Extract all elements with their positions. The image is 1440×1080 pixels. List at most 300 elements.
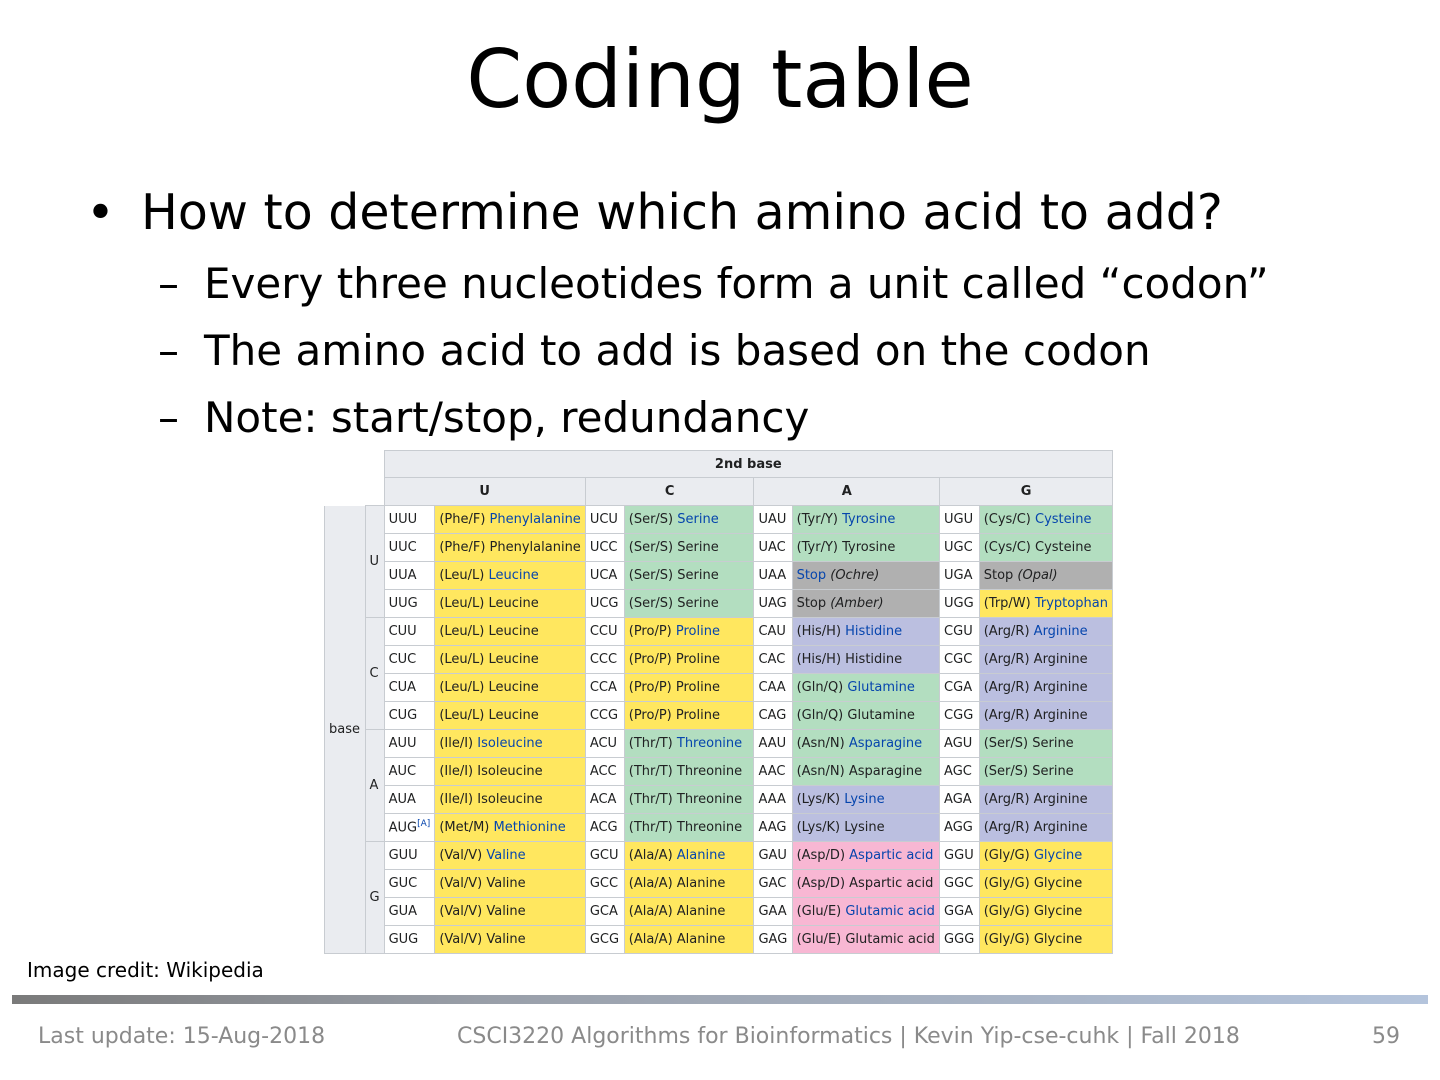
amino-acid-cell (792, 870, 939, 898)
codon-text: GUG (388, 932, 419, 947)
codon-text: CGG (944, 708, 974, 723)
table-row (325, 842, 1113, 870)
amino-acid-link[interactable]: Glutamine (847, 680, 915, 695)
amino-acid-name: Leucine (488, 624, 539, 639)
amino-acid-cell (979, 562, 1112, 590)
corner-cell (325, 451, 385, 478)
table-row (325, 506, 1113, 534)
amino-acid-abbrev: (Leu/L) (439, 708, 489, 723)
amino-acid-name: Proline (675, 652, 720, 667)
amino-acid-cell (435, 618, 585, 646)
amino-acid-link[interactable]: Leucine (488, 568, 539, 583)
codon-cell (585, 842, 624, 870)
table-row (325, 590, 1113, 618)
amino-acid-name: Arginine (1033, 708, 1088, 723)
amino-acid-cell (979, 898, 1112, 926)
amino-acid-name: Lysine (844, 820, 885, 835)
codon-cell (384, 898, 435, 926)
amino-acid-abbrev: (Asn/N) (796, 736, 849, 751)
codon-cell (585, 870, 624, 898)
codon-text: GUA (388, 904, 418, 919)
amino-acid-name: Leucine (488, 708, 539, 723)
amino-acid-abbrev: (Pro/P) (628, 708, 676, 723)
amino-acid-name: Alanine (676, 904, 726, 919)
amino-acid-name: Arginine (1033, 652, 1088, 667)
codon-text: UGU (944, 512, 974, 527)
amino-acid-abbrev: (Leu/L) (439, 652, 489, 667)
codon-text: CCU (589, 624, 618, 639)
amino-acid-cell (979, 814, 1112, 842)
codon-cell (384, 618, 435, 646)
amino-acid-cell (792, 702, 939, 730)
table-row (325, 730, 1113, 758)
amino-acid-link[interactable]: Tyrosine (842, 512, 896, 527)
amino-acid-link[interactable]: Histidine (845, 624, 903, 639)
amino-acid-cell (979, 674, 1112, 702)
footnote-link[interactable]: [A] (417, 819, 431, 830)
codon-cell (940, 590, 980, 618)
slide-title: Coding table (466, 33, 974, 126)
codon-text: GCU (589, 848, 619, 863)
amino-acid-abbrev: (Ser/S) (628, 540, 678, 555)
codon-cell (940, 702, 980, 730)
codon-cell (384, 786, 435, 814)
codon-text: CAC (758, 652, 786, 667)
amino-acid-cell (792, 674, 939, 702)
amino-acid-name: Arginine (1033, 792, 1088, 807)
amino-acid-cell (979, 926, 1112, 954)
codon-cell (754, 898, 792, 926)
amino-acid-abbrev: (Phe/F) (439, 512, 490, 527)
codon-text: CUA (388, 680, 417, 695)
codon-table-image (324, 456, 1113, 947)
subbullet-dash: – (158, 326, 179, 375)
subbullet-text: Every three nucleotides form a unit called “codon” (204, 259, 1269, 308)
amino-acid-cell (435, 562, 585, 590)
bullet-dot: • (86, 184, 115, 241)
amino-acid-link[interactable]: Valine (486, 848, 526, 863)
codon-cell (384, 814, 435, 842)
amino-acid-abbrev: (Gly/G) (983, 876, 1034, 891)
amino-acid-cell (435, 870, 585, 898)
amino-acid-abbrev: (Lys/K) (796, 820, 845, 835)
amino-acid-abbrev: Stop (796, 596, 831, 611)
amino-acid-link[interactable]: Methionine (493, 820, 566, 835)
amino-acid-cell (979, 618, 1112, 646)
amino-acid-cell (624, 674, 754, 702)
amino-acid-cell (624, 590, 754, 618)
amino-acid-abbrev: (Val/V) (439, 876, 487, 891)
amino-acid-link[interactable]: Asparagine (848, 736, 923, 751)
amino-acid-name: Proline (675, 680, 720, 695)
codon-cell (585, 786, 624, 814)
codon-text: UCA (589, 568, 618, 583)
amino-acid-abbrev: (Ser/S) (628, 512, 678, 527)
amino-acid-cell (624, 702, 754, 730)
amino-acid-link[interactable]: Phenylalanine (489, 512, 581, 527)
table-row (325, 870, 1113, 898)
codon-cell (384, 506, 435, 534)
amino-acid-name: Aspartic acid (849, 876, 934, 891)
codon-cell (754, 534, 792, 562)
codon-text: UAG (758, 596, 787, 611)
footer-course: CSCI3220 Algorithms for Bioinformatics | Kevin Yip-cse-cuhk | Fall 2018 (457, 1024, 1240, 1049)
amino-acid-cell (624, 926, 754, 954)
codon-cell (940, 842, 980, 870)
codon-cell (384, 926, 435, 954)
table-row (325, 534, 1113, 562)
amino-acid-abbrev: (Ile/I) (439, 764, 478, 779)
amino-acid-name: Phenylalanine (489, 540, 581, 555)
amino-acid-abbrev: (Phe/F) (439, 540, 490, 555)
subbullet-text: The amino acid to add is based on the codon (204, 326, 1151, 375)
amino-acid-abbrev: (Pro/P) (628, 624, 676, 639)
codon-text: GGC (944, 876, 974, 891)
amino-acid-cell (435, 534, 585, 562)
amino-acid-abbrev: (Leu/L) (439, 624, 489, 639)
amino-acid-cell (979, 842, 1112, 870)
codon-text: CAU (758, 624, 786, 639)
amino-acid-link[interactable]: Tryptophan (1034, 596, 1108, 611)
amino-acid-abbrev: (Ala/A) (628, 848, 677, 863)
codon-cell (585, 674, 624, 702)
codon-cell (585, 618, 624, 646)
codon-cell (940, 758, 980, 786)
amino-acid-abbrev: (Thr/T) (628, 792, 677, 807)
amino-acid-name: Valine (486, 932, 526, 947)
amino-acid-abbrev: (Leu/L) (439, 596, 489, 611)
column-header-u: U (384, 478, 585, 506)
amino-acid-cell (435, 646, 585, 674)
amino-acid-cell (979, 534, 1112, 562)
amino-acid-name: Serine (1032, 764, 1074, 779)
column-header-a: A (754, 478, 940, 506)
amino-acid-cell (792, 926, 939, 954)
codon-cell (754, 674, 792, 702)
codon-cell (940, 814, 980, 842)
subbullet-text: Note: start/stop, redundancy (204, 393, 810, 442)
first-base-group: U (365, 506, 384, 618)
table-row (325, 786, 1113, 814)
codon-text: GGU (944, 848, 974, 863)
amino-acid-cell (792, 646, 939, 674)
codon-cell (754, 506, 792, 534)
footer-page-number: 59 (1372, 1024, 1400, 1049)
codon-cell (754, 562, 792, 590)
amino-acid-abbrev: (Pro/P) (628, 652, 676, 667)
codon-text: CGC (944, 652, 973, 667)
amino-acid-cell (792, 730, 939, 758)
column-header-c: C (585, 478, 754, 506)
amino-acid-link[interactable]: Glutamic acid (845, 904, 935, 919)
amino-acid-abbrev: (Gln/Q) (796, 708, 848, 723)
table-row (325, 702, 1113, 730)
amino-acid-link[interactable]: Cysteine (1035, 512, 1092, 527)
codon-text: CAA (758, 680, 786, 695)
amino-acid-abbrev: (Ile/I) (439, 792, 478, 807)
codon-text: CGU (944, 624, 973, 639)
codon-text: CCC (589, 652, 618, 667)
amino-acid-cell (624, 646, 754, 674)
amino-acid-name: Leucine (488, 680, 539, 695)
codon-text: AGA (944, 792, 972, 807)
codon-cell (754, 730, 792, 758)
image-credit: Image credit: Wikipedia (27, 958, 264, 982)
amino-acid-abbrev: (Glu/E) (796, 904, 846, 919)
amino-acid-cell (624, 506, 754, 534)
amino-acid-cell (624, 870, 754, 898)
amino-acid-cell (979, 646, 1112, 674)
table-row (325, 562, 1113, 590)
codon-cell (940, 786, 980, 814)
codon-cell (585, 926, 624, 954)
amino-acid-name: Serine (677, 540, 719, 555)
codon-text: UAA (758, 568, 787, 583)
amino-acid-abbrev: (Tyr/Y) (796, 512, 843, 527)
amino-acid-cell (624, 786, 754, 814)
amino-acid-cell (435, 814, 585, 842)
footer-last-update: Last update: 15-Aug-2018 (38, 1024, 326, 1049)
codon-cell (754, 702, 792, 730)
codon-cell (940, 534, 980, 562)
amino-acid-abbrev: (Pro/P) (628, 680, 676, 695)
amino-acid-abbrev: (Leu/L) (439, 680, 489, 695)
amino-acid-cell (792, 534, 939, 562)
amino-acid-name: Isoleucine (477, 764, 543, 779)
second-base-header: 2nd base (384, 451, 1112, 478)
codon-cell (940, 506, 980, 534)
codon-cell (384, 674, 435, 702)
amino-acid-link[interactable]: Lysine (844, 792, 885, 807)
amino-acid-abbrev: (Arg/R) (983, 680, 1034, 695)
codon-text: AAA (758, 792, 786, 807)
amino-acid-abbrev: (Ser/S) (983, 764, 1033, 779)
amino-acid-abbrev: (Cys/C) (983, 540, 1035, 555)
codon-text: UUA (388, 568, 417, 583)
codon-cell (754, 842, 792, 870)
amino-acid-cell (435, 590, 585, 618)
amino-acid-name: Threonine (676, 764, 743, 779)
amino-acid-abbrev: (Tyr/Y) (796, 540, 843, 555)
amino-acid-abbrev: (Asp/D) (796, 848, 850, 863)
amino-acid-abbrev: (His/H) (796, 652, 846, 667)
codon-text: CCA (589, 680, 617, 695)
codon-text: CAG (758, 708, 787, 723)
amino-acid-cell (624, 618, 754, 646)
amino-acid-name: Valine (486, 904, 526, 919)
codon-cell (754, 786, 792, 814)
codon-cell (940, 646, 980, 674)
column-header-g: G (940, 478, 1113, 506)
codon-cell (384, 590, 435, 618)
amino-acid-name: Serine (677, 596, 719, 611)
codon-table (324, 450, 1113, 954)
codon-text: AUG (388, 820, 418, 836)
codon-text: GAG (758, 932, 788, 947)
amino-acid-cell (435, 506, 585, 534)
amino-acid-cell (435, 786, 585, 814)
amino-acid-name: Arginine (1033, 680, 1088, 695)
amino-acid-name: Cysteine (1035, 540, 1092, 555)
amino-acid-cell (624, 842, 754, 870)
amino-acid-cell (979, 870, 1112, 898)
codon-text: GGA (944, 904, 974, 919)
codon-cell (754, 814, 792, 842)
subbullet-2 (158, 325, 1151, 377)
codon-cell (585, 702, 624, 730)
amino-acid-cell (435, 842, 585, 870)
codon-text: ACC (589, 764, 617, 779)
codon-cell (940, 870, 980, 898)
codon-cell (754, 926, 792, 954)
amino-acid-abbrev: (Val/V) (439, 904, 487, 919)
amino-acid-abbrev: (Trp/W) (983, 596, 1035, 611)
amino-acid-link[interactable]: Alanine (676, 848, 726, 863)
amino-acid-abbrev: (Ala/A) (628, 932, 677, 947)
amino-acid-abbrev: (Arg/R) (983, 820, 1034, 835)
amino-acid-cell (624, 534, 754, 562)
amino-acid-abbrev: (Ile/I) (439, 736, 478, 751)
codon-cell (585, 506, 624, 534)
amino-acid-abbrev: (Val/V) (439, 932, 487, 947)
codon-text: AAC (758, 764, 786, 779)
amino-acid-abbrev: (Arg/R) (983, 708, 1034, 723)
codon-text: GUC (388, 876, 418, 891)
amino-acid-link[interactable]: Arginine (1033, 624, 1088, 639)
amino-acid-cell (624, 814, 754, 842)
codon-cell (384, 534, 435, 562)
codon-text: GGG (944, 932, 975, 947)
codon-cell (585, 646, 624, 674)
amino-acid-abbrev[interactable]: Stop (796, 568, 831, 583)
codon-cell (585, 898, 624, 926)
amino-acid-link[interactable]: Proline (675, 624, 720, 639)
codon-text: AGG (944, 820, 973, 835)
codon-cell (585, 814, 624, 842)
codon-cell (754, 646, 792, 674)
amino-acid-cell (792, 758, 939, 786)
amino-acid-abbrev: Stop (983, 568, 1018, 583)
codon-cell (940, 730, 980, 758)
subbullet-dash: – (158, 393, 179, 442)
codon-text: UAC (758, 540, 786, 555)
amino-acid-cell (624, 730, 754, 758)
amino-acid-link[interactable]: Isoleucine (477, 736, 543, 751)
amino-acid-abbrev: (Gly/G) (983, 932, 1034, 947)
codon-cell (940, 674, 980, 702)
codon-cell (384, 730, 435, 758)
codon-cell (754, 870, 792, 898)
codon-cell (585, 534, 624, 562)
amino-acid-cell (979, 730, 1112, 758)
codon-cell (940, 926, 980, 954)
codon-text: UGA (944, 568, 973, 583)
amino-acid-link[interactable]: Threonine (676, 736, 743, 751)
table-row (325, 674, 1113, 702)
amino-acid-name: Isoleucine (477, 792, 543, 807)
codon-cell (754, 590, 792, 618)
codon-text: ACU (589, 736, 618, 751)
amino-acid-link[interactable]: Serine (677, 512, 719, 527)
amino-acid-abbrev: (Gly/G) (983, 848, 1034, 863)
codon-text: CUU (388, 624, 417, 639)
amino-acid-name: Glutamine (847, 708, 915, 723)
amino-acid-name: Tyrosine (842, 540, 896, 555)
amino-acid-name: Serine (677, 568, 719, 583)
amino-acid-abbrev: (Ser/S) (628, 568, 678, 583)
codon-text: CUC (388, 652, 417, 667)
codon-cell (940, 562, 980, 590)
amino-acid-cell (979, 590, 1112, 618)
codon-cell (384, 842, 435, 870)
amino-acid-name: Glycine (1033, 876, 1083, 891)
codon-text: GUU (388, 848, 418, 863)
codon-text: ACG (589, 820, 618, 835)
amino-acid-cell (792, 590, 939, 618)
codon-text: AGC (944, 764, 972, 779)
amino-acid-name: (Ochre) (830, 568, 880, 583)
codon-text: UCG (589, 596, 619, 611)
codon-text: UAU (758, 512, 787, 527)
first-base-group: A (365, 730, 384, 842)
amino-acid-cell (624, 898, 754, 926)
codon-text: GAU (758, 848, 787, 863)
amino-acid-cell (435, 898, 585, 926)
amino-acid-cell (792, 506, 939, 534)
codon-text: GAA (758, 904, 787, 919)
amino-acid-abbrev: (Ser/S) (983, 736, 1033, 751)
amino-acid-abbrev: (Lys/K) (796, 792, 845, 807)
amino-acid-name: Glycine (1033, 932, 1083, 947)
amino-acid-cell (624, 562, 754, 590)
amino-acid-name: Threonine (676, 820, 743, 835)
codon-cell (384, 758, 435, 786)
first-base-group: C (365, 618, 384, 730)
bullet-main (86, 183, 1223, 243)
amino-acid-cell (435, 702, 585, 730)
amino-acid-cell (979, 702, 1112, 730)
codon-text: AAG (758, 820, 787, 835)
amino-acid-name: Alanine (676, 932, 726, 947)
amino-acid-abbrev: (Arg/R) (983, 624, 1034, 639)
amino-acid-name: Threonine (676, 792, 743, 807)
table-row (325, 618, 1113, 646)
codon-cell (754, 758, 792, 786)
amino-acid-abbrev: (Glu/E) (796, 932, 846, 947)
amino-acid-name: Histidine (845, 652, 903, 667)
amino-acid-cell (979, 758, 1112, 786)
amino-acid-abbrev: (Gln/Q) (796, 680, 848, 695)
amino-acid-link[interactable]: Glycine (1033, 848, 1083, 863)
codon-text: CUG (388, 708, 418, 723)
amino-acid-abbrev: (Asn/N) (796, 764, 849, 779)
codon-text: AGU (944, 736, 973, 751)
amino-acid-abbrev: (Ala/A) (628, 904, 677, 919)
amino-acid-abbrev: (Ser/S) (628, 596, 678, 611)
amino-acid-name: Valine (486, 876, 526, 891)
subbullet-dash: – (158, 259, 179, 308)
amino-acid-cell (792, 842, 939, 870)
codon-cell (585, 562, 624, 590)
table-row (325, 898, 1113, 926)
amino-acid-abbrev: (Thr/T) (628, 820, 677, 835)
amino-acid-link[interactable]: Aspartic acid (849, 848, 934, 863)
footer-divider (12, 995, 1428, 1004)
codon-text: AUU (388, 736, 417, 751)
codon-text: UGG (944, 596, 974, 611)
codon-text: UUU (388, 512, 418, 527)
amino-acid-abbrev: (Leu/L) (439, 568, 489, 583)
